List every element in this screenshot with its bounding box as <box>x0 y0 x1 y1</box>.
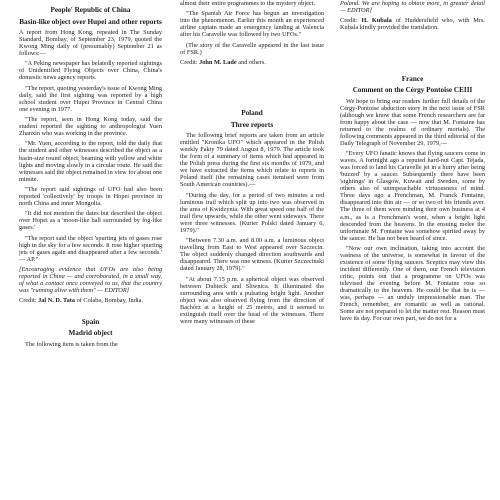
poland-para-2: "During the day, for a period of two minutes a red luminous trail which split up into two was observed in the area of Kwidzynia. With great speed one half of the trail flew upwards, while the other went sideways. There were three witnesses. (Kurier Polski dated January 6, 1979)." <box>180 191 324 234</box>
credit-spain <box>180 59 324 66</box>
poland-para-4: "At about 7.15 p.m. a spherical object was observed between Dubieck and Sliwnica. It illuminated the surrounding area with a pulsating bright light. Another object was also observed flying from the direction of Bachórz at a height of 25 metres, and it seemed to extinguish itself over the head of the witnesses. There were many witnesses of these <box>180 275 324 325</box>
credit-rest: of Huddersfield who, with Mrs. Kubala kindly provided the translation. <box>340 17 485 32</box>
credit-name: H. Kubala <box>361 17 392 25</box>
credit-china <box>19 297 162 304</box>
editor-note-poland: Poland. We are hoping to obtain more, in greater detail — EDITOR] <box>340 0 485 15</box>
china-para-5: "The report said sightings of UFO had also been reported 'collectively' by troops in Hopei province in north China and inner Mongolia. <box>19 185 162 207</box>
poland-para-1: The following brief reports are taken from an article entitled "Kronika UFO" which appeared in the Polish weekly Fakty 79 dated August 8, 1979. The article took the form of a summary of items which had appeared in the Polish press during the first six months of 1979, and we have extracted the items which relate to reports in Poland itself (the remaining cases itemised were from South American countries).— <box>180 132 324 189</box>
column-left <box>19 0 162 500</box>
china-para-6: "It did not mention the dates but described the object over Hopei as a 'moon-like ball surrounded by fog-like gases.' <box>19 210 162 232</box>
subheading-hupei: Basin-like object over Hupei and other reports <box>19 17 162 26</box>
subheading-three-reports: Three reports <box>230 120 274 129</box>
credit-label: Credit: <box>19 297 37 305</box>
credit-name: John M. Lade <box>199 58 237 66</box>
spain-cont-para-3: (The story of the Caravelle appeared in the last issue of FSR.) <box>180 41 324 56</box>
credit-rest: of Colaba, Bombay, India. <box>75 297 143 305</box>
credit-name: Jal N. D. Tata <box>38 297 75 305</box>
credit-rest: and others. <box>236 58 266 66</box>
column-right <box>340 0 485 500</box>
credit-label: Credit: <box>340 17 358 25</box>
credit-label: Credit: <box>180 58 198 66</box>
france-para-2: "Every UFO fanatic knows that flying saucers come in waves. A fortnight ago a reputed hard-nut Capt. Tejada, was forced to land his Caravelle jet in a hurry after being 'buzzed' by a saucer. Subsequently there have been 'sightings' in Glasgow, Kuwait and Sweden, some by others also of unimpeachable virtuousness of mind. Three days ago a Frenchman, M. Franck Fontaine, disappeared into thin air — or so two of his friends aver. The three of them were minding their own business at 4 a.m., as is a Frenchman's wont, when a bright light descended from the heavens. In the ensuing melee the unfortunate M. Fontaine was somehow spirited away by the saucer. He has not been heard of since. <box>340 150 485 242</box>
spain-para-1: The following item is taken from the <box>25 340 118 348</box>
spain-cont-para-2: "The Spanish Air Force has begun an investigation into the phenomenon. Earlier this month an experienced airline captain made an emergency landing at Valencia after his Caravelle was followed by two UFOs." <box>180 10 324 39</box>
china-intro: A report from Hong Kong, repeated in The Sunday Standard, Bombay, of September 23, 1979, quoted the Kwong Ming daily of (presumably) September 21 as follows:— <box>19 29 162 58</box>
china-para-1: "A Peking newspaper has belatedly reported sightings of Unidentified Flying Objects over China, China's domestic news agency reports. <box>19 60 162 82</box>
credit-poland <box>340 17 485 31</box>
china-para-7: "The report said the object 'spurting jets of gases rose high in the sky for a few seconds. It rose higher spurting jets of gases again and disappeared after a few seconds.' — AP." <box>19 234 162 263</box>
section-heading-france: France <box>401 74 424 83</box>
editor-note-china: [Encouraging evidence that UFOs are also being reported in China — and corroborated, in a small way, of what a contact once conveyed to us, that the country was "running alive with them" — EDITOR] <box>19 265 162 295</box>
section-heading-poland: Poland <box>241 109 263 118</box>
spain-cont-para-1: almost their entire programmes to the mystery object. <box>180 0 315 7</box>
column-middle <box>180 0 324 500</box>
france-para-3: "Now our own inclination, taking into account the vastness of the universe, is somewhat in favour of the existence of some flying saucers. Sceptics may view this incident differently. One of them, our French television critic, points out that a programme on UFOs was televised the evening before M. Fontaine rose so dramatically to the heavens. He could be that he is — was, perhaps — an unduly impressionable man. The French, remember, are romantic as well as rational. Some are not prepared to let the matter rest. Reason must have its day. For our own part, we do not for a <box>340 244 485 323</box>
france-para-1: We hope to bring our readers further full details of the Cérgy-Pontoise abduction story in the next issue of FSR (although we know that some French researchers are far from happy about the case — now that M. Fontaine has returned to the realms of ordinary mortals). The following comments appeared in the third editorial of the Daily Telegraph of November 29, 1979,— <box>340 97 485 147</box>
subheading-madrid: Madrid object <box>68 329 113 338</box>
section-heading-china: People' Republic of China <box>50 6 131 14</box>
china-para-2: "The report, quoting yesterday's issue of Kwong Ming daily, said the first sighting was reported by a high school student over Hupei Province in Central China one evening in 1977. <box>19 84 162 113</box>
china-para-4: "Mr. Yuen, according to the report, told the daily that the student and other witnesses described the object as a basin-size round object, beaming with yellow and white lights and moving slowly in a circular route. He said the witnesses said the object remained in view for about one minute. <box>19 140 162 183</box>
poland-para-3: "Between 7.30 a.m. and 8.00 a.m. a luminous object travelling from East to West appeared over Szczecin. The object suddenly changed direction southwards and disappeared. There was one witness. (Kurier Szczecinski dated January 28, 1979)." <box>180 237 324 273</box>
subheading-cergy-pontoise: Comment on the Cérgy Pontoise CEIII <box>352 86 473 95</box>
section-heading-spain: Spain <box>81 317 100 326</box>
china-para-3: "The report, seen in Hong Kong today, said the student reported the sighting to anthropologist Yuen Zhanxin who was working in the province. <box>19 116 162 138</box>
